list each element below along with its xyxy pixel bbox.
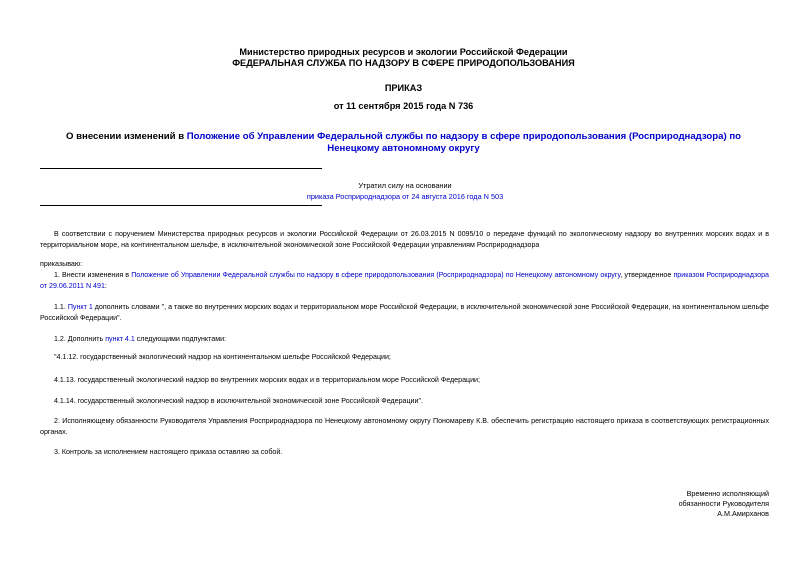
service-name: ФЕДЕРАЛЬНАЯ СЛУЖБА ПО НАДЗОРУ В СФЕРЕ ПРИРОДОПОЛЬЗОВАНИЯ [232, 58, 575, 68]
item-1-1-prefix: 1.1. [54, 303, 68, 311]
item-1-regulation-link[interactable]: Положение об Управлении Федеральной службы по надзору в сфере природопользования (Росприроднадзора) по Ненецкому автономному округу [131, 271, 621, 279]
ministry-name: Министерство природных ресурсов и экологии Российской Федерации [239, 47, 568, 57]
preamble: В соответствии с поручением Министерства природных ресурсов и экологии Российской Федерации от 26.03.2015 N 0095/10 о передаче функций по экологическому надзору во внутренних морских водах и в территориальном море, на континентальном шельфе, в исключительной экономической зоне Российской Федерации управлениям Росприроднадзора [40, 230, 769, 249]
subitem-4-1-12: "4.1.12. государственный экологический надзор на континентальном шельфе Российской Федерации; [54, 353, 391, 361]
title-prefix: О внесении изменений в [66, 131, 187, 142]
signature-name: А.М.Амирханов [717, 509, 769, 518]
item-1-2-link[interactable]: пункт 4.1 [105, 335, 135, 343]
divider-bottom [40, 205, 322, 206]
divider-top [40, 168, 322, 169]
status-text: Утратил силу на основании [358, 181, 452, 190]
document-title [40, 131, 767, 155]
signature-position-1: Временно исполняющий [686, 489, 769, 498]
item-1 [40, 270, 769, 291]
signature-position-2: обязанности Руководителя [678, 499, 769, 508]
item-1-1 [40, 302, 769, 323]
item-1-1-link[interactable]: Пункт 1 [67, 303, 93, 311]
subitem-4-1-13: 4.1.13. государственный экологический надзор во внутренних морских водах и в территориальном море Российской Федерации; [54, 376, 480, 384]
title-regulation-link[interactable]: Положение об Управлении Федеральной службы по надзору в сфере природопользования (Росприроднадзора) по Ненецкому автономному округу [186, 131, 741, 154]
document-date-number: от 11 сентября 2015 года N 736 [333, 101, 474, 111]
subitem-4-1-14: 4.1.14. государственный экологический надзор в исключительной экономической зоне Российской Федерации". [54, 397, 423, 405]
item-1-2-prefix: 1.2. Дополнить [54, 335, 106, 343]
document-type: ПРИКАЗ [384, 83, 423, 93]
item-1-order-link[interactable]: приказом Росприроднадзора от 29.06.2011 N 491 [40, 271, 769, 290]
item-1-2-suffix: следующими подпунктами: [134, 335, 227, 343]
item-1-suffix: : [104, 281, 107, 290]
item-1-1-suffix: дополнить словами ", а также во внутренних морских водах и территориальном море Российской Федерации, в исключительной экономической зоне Российской Федерации, на континентальном шельфе Российской Федерации". [40, 303, 769, 322]
item-1-mid: , утвержденное [620, 271, 674, 279]
item-1-prefix: 1. Внести изменения в [54, 271, 132, 279]
item-1-2 [40, 334, 769, 345]
item-2: 2. Исполняющему обязанности Руководителя Управления Росприроднадзора по Ненецкому автономному округу Пономареву К.В. обеспечить регистрацию настоящего приказа в соответствующих регистрационных органах. [40, 417, 769, 436]
status-link[interactable]: приказа Росприроднадзора от 24 августа 2016 года N 503 [306, 192, 504, 201]
item-3: 3. Контроль за исполнением настоящего приказа оставляю за собой. [54, 448, 283, 456]
order-word: приказываю: [40, 260, 83, 268]
